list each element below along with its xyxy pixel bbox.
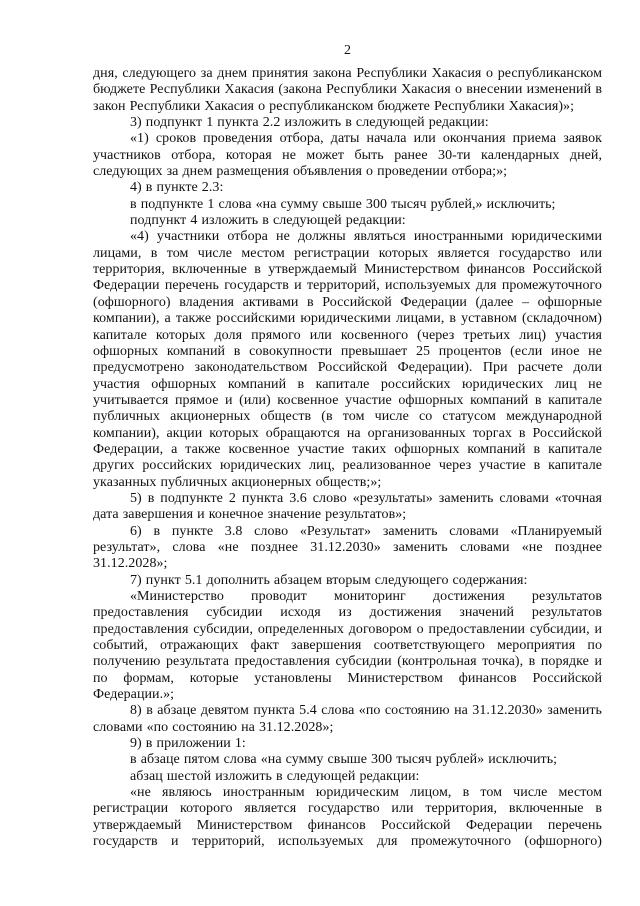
paragraph: 8) в абзаце девятом пункта 5.4 слова «по состоянию на 31.12.2030» заменить словами «по состоянию на 31.12.2028»; <box>93 703 602 735</box>
paragraph: 6) в пункте 3.8 слово «Результат» заменить словами «Планируемый результат», слова «не позднее 31.12.2030» заменить словами «не позднее 31.12.2028»; <box>93 523 602 572</box>
paragraph: «Министерство проводит мониторинг достижения результатов предоставления субсидии исходя из достижения значений результатов предоставления субсидии, определенных договором о предоставлении субсидии, и событий, отражающих факт завершения соответствующего мероприятия по получению результата предоставления субсидии (контрольная точка), в порядке и по формам, которые установлены Министерством финансов Российской Федерации.»; <box>93 589 602 703</box>
paragraph: 9) в приложении 1: <box>130 736 246 752</box>
paragraph: 4) в пункте 2.3: <box>130 180 224 196</box>
paragraph: в подпункте 1 слова «на сумму свыше 300 тысяч рублей,» исключить; <box>130 196 556 212</box>
paragraph: абзац шестой изложить в следующей редакции: <box>130 768 420 784</box>
paragraph: подпункт 4 изложить в следующей редакции: <box>130 213 406 229</box>
paragraph: 3) подпункт 1 пункта 2.2 изложить в следующей редакции: <box>130 115 489 131</box>
document-body <box>93 66 602 851</box>
page-number: 2 <box>344 43 351 58</box>
paragraph: 5) в подпункте 2 пункта 3.6 слово «результаты» заменить словами «точная дата завершения и конечное значение результатов»; <box>93 490 602 523</box>
paragraph: «4) участники отбора не должны являться иностранными юридическими лицами, в том числе местом регистрации которых является государство или территория, включенные в утверждаемый Министерством финансов Российской Федерации перечень государств и территорий, используемых для промежуточного (офшорного) владения активами в Российской Федерации (далее – офшорные компании), а также российскими юридическими лицами, в уставном (складочном) капитале которых доля прямого или косвенного (через третьих лиц) участия офшорных компаний в совокупности превышает 25 процентов (если иное не предусмотрено законодательством Российской Федерации). При расчете доли участия офшорных компаний в капитале российских юридических лиц не учитывается прямое и (или) косвенное участие офшорных компаний в капитале публичных акционерных обществ (в том числе со статусом международной компании), акции которых обращаются на организованных торгах в Российской Федерации, а также косвенное участие таких офшорных компаний в капитале других российских юридических лиц, реализованное через участие в капитале указанных публичных акционерных обществ;»; <box>93 229 602 490</box>
paragraph: «1) сроков проведения отбора, даты начала или окончания приема заявок участников отбора, которая не может быть ранее 30-ти календарных дней, следующих за днем размещения объявления о проведении отбора;»; <box>93 131 602 180</box>
paragraph: 7) пункт 5.1 дополнить абзацем вторым следующего содержания: <box>130 572 528 588</box>
paragraph: дня, следующего за днем принятия закона Республики Хакасия о республиканском бюджете Республики Хакасия (закона Республики Хакасия о внесении изменений в закон Республики Хакасия о республиканском бюджете Республики Хакасия)»; <box>93 66 602 114</box>
paragraph: «не являюсь иностранным юридическим лицом, в том числе местом регистрации которого является государство или территория, включенные в утверждаемый Министерством финансов Российской Федерации перечень государств и территорий, используемых для промежуточного (офшорного) <box>93 785 602 850</box>
paragraph: в абзаце пятом слова «на сумму свыше 300 тысяч рублей» исключить; <box>130 752 558 768</box>
